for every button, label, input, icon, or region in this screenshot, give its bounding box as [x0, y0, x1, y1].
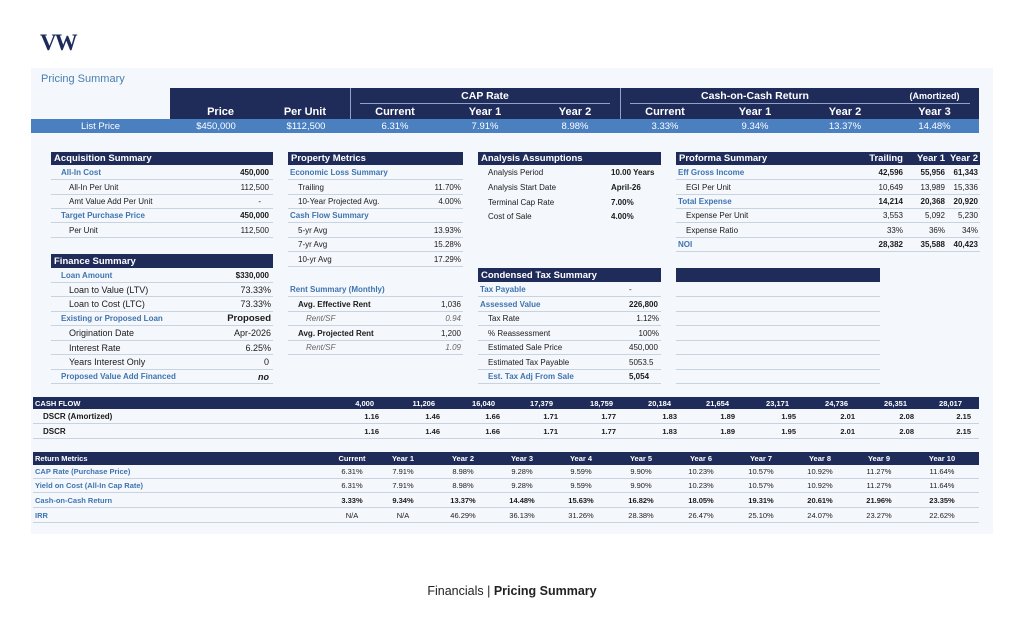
row-label: Cost of Sale — [488, 211, 532, 221]
col-header: Year 7 — [749, 454, 773, 463]
row-label: 5-yr Avg — [298, 225, 328, 235]
company-logo: VW — [40, 30, 76, 55]
row-value: 61,343 — [953, 167, 978, 177]
table-row — [676, 223, 980, 238]
table-row — [288, 195, 463, 209]
row-value: 22.62% — [929, 510, 955, 520]
row-value: 14.48% — [509, 495, 535, 505]
row-value: 7.91% — [392, 467, 414, 476]
row-value: 19.31% — [748, 495, 774, 505]
list-price-value: 8.98% — [561, 120, 589, 132]
row-value: 1,036 — [440, 299, 461, 309]
table-row — [478, 312, 661, 326]
analysis-assumptions — [478, 152, 661, 223]
row-value: 6.31% — [341, 481, 363, 490]
row-value: 1.09 — [445, 343, 461, 352]
col-header: Trailing — [869, 153, 903, 164]
row-label: Est. Tax Adj From Sale — [488, 372, 574, 381]
row-value: 450,000 — [629, 343, 658, 352]
row-value: 20,368 — [920, 197, 945, 206]
table-row — [676, 180, 980, 195]
row-value: Proposed — [227, 313, 271, 324]
blank-row — [676, 341, 880, 355]
row-value: 1.46 — [425, 426, 440, 436]
row-value: 9.59% — [570, 467, 592, 476]
table-row — [51, 355, 273, 370]
list-price-value: 7.91% — [471, 120, 499, 132]
row-value: 2.01 — [840, 411, 855, 421]
row-value: 7.00% — [611, 197, 634, 207]
table-row — [676, 209, 980, 223]
row-label: Loan to Value (LTV) — [69, 284, 149, 295]
row-label: Avg. Projected Rent — [298, 328, 374, 338]
row-value: 2.15 — [956, 411, 971, 421]
row-value: 1.71 — [543, 411, 558, 421]
row-label: Interest Rate — [69, 342, 121, 353]
row-value: 28.38% — [628, 510, 654, 520]
finance-summary — [51, 254, 273, 384]
table-row — [478, 195, 661, 209]
row-label: Analysis Period — [488, 168, 544, 177]
row-label: Cash Flow Summary — [290, 211, 369, 220]
analysis-assumptions-title: Analysis Assumptions — [478, 152, 661, 165]
row-value: 10.57% — [748, 467, 774, 476]
row-value: 1.89 — [720, 411, 735, 421]
row-label: 10-Year Projected Avg. — [298, 197, 380, 206]
table-row — [51, 209, 273, 223]
row-value: 10.23% — [688, 481, 714, 490]
row-value: 40,423 — [953, 240, 978, 249]
row-value: 4.00% — [438, 197, 461, 206]
col-header: Per Unit — [283, 105, 326, 118]
row-value: 100% — [638, 328, 659, 338]
row-label: % Reassessment — [488, 328, 551, 338]
row-label: Years Interest Only — [69, 357, 146, 367]
table-row — [51, 312, 273, 326]
row-label: Rent/SF — [306, 314, 336, 323]
row-label: 10-yr Avg — [298, 254, 332, 264]
row-label: All-In Cost — [61, 167, 101, 177]
row-value: 450,000 — [240, 211, 269, 220]
table-row — [288, 209, 463, 223]
row-value: 2.08 — [899, 426, 914, 436]
table-row — [33, 409, 979, 424]
table-row — [288, 238, 463, 252]
cash-flow-value: 28,017 — [939, 398, 962, 408]
row-value: 16.82% — [628, 495, 654, 505]
row-value: 46.29% — [450, 510, 476, 520]
table-row — [676, 165, 980, 180]
row-label: Amt Value Add Per Unit — [69, 197, 153, 206]
top-table-columns — [170, 104, 979, 119]
list-price-row — [31, 119, 979, 133]
row-value: 1.89 — [720, 426, 735, 436]
row-value: 1.16 — [364, 411, 379, 421]
row-label: Expense Ratio — [686, 225, 739, 235]
row-value: 10.23% — [688, 467, 714, 476]
cash-flow-value: 23,171 — [766, 398, 789, 408]
row-value: 23.35% — [929, 495, 955, 505]
row-label: Terminal Cap Rate — [488, 197, 555, 207]
row-label: Estimated Tax Payable — [488, 357, 570, 367]
row-label: 7-yr Avg — [298, 240, 328, 249]
row-value: 73.33% — [240, 284, 271, 295]
row-value: 20.61% — [807, 495, 833, 505]
row-label: Total Expense — [678, 197, 732, 206]
row-value: 6.31% — [341, 467, 363, 476]
row-value: 15.63% — [568, 495, 594, 505]
row-value: 4.00% — [611, 211, 634, 221]
col-header: Year 2 — [451, 454, 475, 463]
col-header: Current — [375, 105, 415, 118]
rent-summary — [288, 283, 463, 355]
table-row — [288, 180, 463, 195]
row-value: 1.95 — [781, 411, 796, 421]
col-header: Year 1 — [468, 105, 502, 118]
row-value: 55,956 — [920, 167, 945, 177]
table-row — [288, 297, 463, 312]
property-metrics-title: Property Metrics — [288, 152, 463, 165]
row-value: - — [629, 284, 632, 294]
table-row — [478, 282, 661, 297]
row-value: 11.64% — [929, 467, 955, 476]
table-row — [51, 341, 273, 355]
row-value: 10.92% — [807, 467, 833, 476]
blank-table — [676, 268, 880, 384]
row-value: 6.25% — [245, 342, 271, 353]
col-header: Year 6 — [689, 454, 713, 463]
row-value: N/A — [396, 510, 410, 520]
acquisition-summary-title: Acquisition Summary — [51, 152, 273, 165]
row-value: 23.27% — [866, 510, 892, 520]
list-price-value: 3.33% — [651, 120, 679, 132]
row-label: Tax Rate — [488, 314, 520, 323]
row-value: 5053.5 — [629, 357, 654, 367]
condensed-tax-summary — [478, 268, 661, 384]
cash-flow-value: 16,040 — [472, 398, 495, 408]
row-label: Proposed Value Add Financed — [61, 372, 176, 381]
row-value: 20,920 — [953, 197, 978, 206]
property-metrics — [288, 152, 463, 267]
row-value: 36% — [928, 225, 945, 235]
row-value: 28,382 — [878, 240, 903, 249]
row-value: 1.83 — [662, 411, 677, 421]
table-row — [51, 195, 273, 209]
row-value: 13,989 — [920, 182, 945, 192]
blank-row — [676, 370, 880, 384]
cash-flow-value: 17,379 — [530, 398, 553, 408]
row-label: Eff Gross Income — [678, 167, 745, 177]
col-header: Current — [338, 454, 366, 463]
row-value: 10.57% — [748, 481, 774, 490]
row-value: $330,000 — [235, 270, 269, 280]
row-value: 1.83 — [662, 426, 677, 436]
row-value: 73.33% — [240, 299, 271, 309]
row-value: 5,230 — [957, 211, 978, 220]
row-label: Economic Loss Summary — [290, 167, 388, 177]
row-value: 10,649 — [878, 182, 903, 192]
list-price-label: List Price — [80, 120, 121, 132]
list-price-value: 14.48% — [918, 120, 951, 132]
row-label: Loan to Cost (LTC) — [69, 299, 145, 309]
cash-flow-value: 26,351 — [884, 398, 907, 408]
col-header: Year 1 — [917, 153, 945, 164]
row-value: 1.95 — [781, 426, 796, 436]
row-label: DSCR — [43, 426, 66, 436]
row-value: 9.28% — [511, 481, 533, 490]
row-value: 9.90% — [630, 467, 652, 476]
row-label: Cash-on-Cash Return — [35, 495, 113, 505]
col-header: Year 5 — [629, 454, 653, 463]
list-price-value: 13.37% — [828, 120, 862, 132]
row-value: 9.59% — [570, 481, 592, 490]
row-value: no — [258, 371, 269, 382]
row-value: 0.94 — [445, 314, 461, 323]
return-metrics-table — [33, 452, 979, 523]
cash-flow-table — [33, 397, 979, 439]
blank-table-header — [676, 268, 880, 282]
row-value: 1.77 — [601, 411, 616, 421]
return-metrics-header — [33, 452, 979, 465]
acquisition-summary — [51, 152, 273, 238]
row-value: 5,092 — [924, 211, 945, 220]
row-value: 31.26% — [568, 510, 594, 520]
col-header: Year 3 — [510, 454, 534, 463]
row-value: 1.66 — [485, 411, 500, 421]
row-label: Expense Per Unit — [686, 211, 749, 220]
row-value: 2.01 — [840, 426, 855, 436]
col-header: Year 9 — [867, 454, 891, 463]
row-value: 1,200 — [440, 328, 461, 338]
table-row — [51, 297, 273, 312]
row-value: 0 — [263, 357, 269, 367]
table-row — [51, 283, 273, 297]
finance-summary-title: Finance Summary — [51, 254, 273, 268]
row-value: 9.90% — [630, 481, 652, 490]
cash-flow-value: 20,184 — [648, 398, 671, 408]
row-value: 11.64% — [929, 481, 955, 490]
row-value: 10.00 Years — [611, 168, 655, 177]
row-label: Assessed Value — [480, 299, 541, 309]
row-value: 2.08 — [899, 411, 914, 421]
row-value: 3,553 — [882, 211, 903, 220]
page-title: Pricing Summary — [41, 73, 125, 85]
row-value: 11.27% — [866, 467, 892, 476]
row-label: DSCR (Amortized) — [43, 411, 113, 421]
table-row — [478, 370, 661, 384]
row-value: 9.28% — [511, 467, 533, 476]
row-label: Target Purchase Price — [61, 211, 145, 220]
row-value: 8.98% — [452, 481, 474, 490]
row-label: Per Unit — [69, 225, 98, 235]
table-row — [51, 268, 273, 283]
row-value: 3.33% — [341, 495, 363, 505]
rent-summary-title — [288, 283, 463, 297]
table-row — [288, 223, 463, 238]
row-value: 1.66 — [485, 426, 500, 436]
table-row — [33, 424, 979, 439]
row-value: 1.16 — [364, 426, 379, 436]
row-label: Origination Date — [69, 328, 135, 338]
cash-flow-value: 24,736 — [825, 398, 848, 408]
table-row — [288, 252, 463, 267]
row-value: 8.98% — [452, 467, 474, 476]
row-label: Existing or Proposed Loan — [61, 314, 163, 323]
row-value: 11.27% — [866, 481, 892, 490]
col-header: Year 8 — [808, 454, 832, 463]
table-row — [478, 180, 661, 195]
list-price-value: $112,500 — [286, 120, 326, 132]
row-value: N/A — [345, 510, 359, 520]
row-value: 36.13% — [509, 510, 535, 520]
row-value: 226,800 — [629, 299, 658, 309]
row-value: 10.92% — [807, 481, 833, 490]
row-value: 2.15 — [956, 426, 971, 436]
row-value: 14,214 — [878, 197, 903, 206]
table-row — [676, 238, 980, 252]
row-label: Tax Payable — [480, 284, 526, 294]
row-value: 9.34% — [392, 495, 414, 505]
row-value: 1.12% — [636, 314, 659, 323]
row-label: IRR — [35, 510, 48, 520]
row-value: 112,500 — [240, 225, 269, 235]
cash-flow-value: 4,000 — [355, 398, 374, 408]
cash-flow-value: 11,206 — [412, 398, 435, 408]
list-price-value: 6.31% — [381, 120, 409, 132]
blank-row — [676, 355, 880, 370]
table-row — [478, 341, 661, 355]
cap-rate-group-label: CAP Rate — [461, 90, 509, 102]
tax-summary-title: Condensed Tax Summary — [478, 268, 661, 282]
table-row — [478, 297, 661, 312]
col-header: Year 4 — [569, 454, 593, 463]
row-value: 112,500 — [240, 182, 269, 192]
row-value: 1.71 — [543, 426, 558, 436]
table-row — [288, 341, 463, 355]
col-header: Price — [207, 105, 234, 118]
col-header: Year 1 — [738, 105, 772, 118]
row-label: Analysis Start Date — [488, 183, 557, 192]
row-label: All-In Per Unit — [69, 182, 119, 192]
row-label: Yield on Cost (All-In Cap Rate) — [35, 481, 144, 490]
return-metrics-label: Return Metrics — [35, 454, 88, 463]
rent-summary-label: Rent Summary (Monthly) — [290, 285, 385, 294]
col-header: Year 3 — [918, 105, 951, 118]
row-value: Apr-2026 — [233, 328, 271, 338]
col-header: Year 2 — [558, 105, 592, 118]
list-price-value: 9.34% — [741, 120, 769, 132]
row-value: 15.28% — [433, 240, 461, 249]
row-value: 25.10% — [748, 510, 774, 520]
table-row — [51, 180, 273, 195]
row-value: 42,596 — [878, 167, 903, 177]
row-label: Estimated Sale Price — [488, 343, 563, 352]
table-row — [51, 165, 273, 180]
table-row — [478, 326, 661, 341]
proforma-header — [676, 152, 980, 165]
row-value: 24.07% — [807, 510, 833, 520]
table-row — [51, 370, 273, 384]
row-label: Rent/SF — [306, 343, 336, 352]
row-label: Avg. Effective Rent — [298, 299, 371, 309]
table-row — [676, 195, 980, 209]
row-value: 1.46 — [425, 411, 440, 421]
col-header: Year 2 — [950, 153, 978, 164]
blank-row — [676, 282, 880, 297]
row-label: EGI Per Unit — [686, 182, 731, 192]
row-value: 17.29% — [433, 254, 461, 264]
amortized-label: (Amortized) — [909, 91, 960, 101]
row-value: 11.70% — [434, 182, 461, 192]
row-value: 15,336 — [953, 182, 978, 192]
table-row — [51, 223, 273, 238]
proforma-summary-title: Proforma Summary — [679, 153, 768, 164]
proforma-summary — [676, 152, 980, 252]
col-header: Year 2 — [828, 105, 862, 118]
row-label: Trailing — [298, 182, 324, 192]
list-price-value: $450,000 — [196, 120, 236, 132]
blank-row — [676, 326, 880, 341]
coc-group-label: Cash-on-Cash Return — [701, 90, 809, 102]
cash-flow-label: CASH FLOW — [35, 398, 81, 408]
row-value: 18.05% — [688, 495, 714, 505]
col-header: Year 10 — [928, 454, 956, 463]
row-value: 450,000 — [240, 167, 269, 177]
row-value: - — [258, 197, 261, 206]
blank-row — [676, 312, 880, 326]
table-row — [478, 165, 661, 180]
row-value: 26.47% — [688, 510, 714, 520]
cash-flow-value: 18,759 — [590, 398, 613, 408]
row-value: 33% — [886, 225, 903, 235]
table-row — [33, 508, 979, 523]
row-value: 5,054 — [629, 372, 650, 381]
cash-flow-value: 21,654 — [706, 398, 729, 408]
row-label: CAP Rate (Purchase Price) — [35, 467, 131, 476]
row-value: 34% — [961, 225, 978, 235]
row-label: Loan Amount — [61, 270, 113, 280]
footer-prefix: Financials | — [427, 584, 494, 598]
table-row — [478, 355, 661, 370]
footer-title: Pricing Summary — [493, 584, 597, 598]
row-value: 7.91% — [392, 481, 414, 490]
row-value: 13.37% — [450, 495, 476, 505]
blank-row — [676, 297, 880, 312]
footer-caption — [0, 584, 1024, 598]
table-row — [33, 465, 979, 479]
table-row — [51, 326, 273, 341]
table-row — [478, 209, 661, 223]
table-row — [288, 165, 463, 180]
row-value: 35,588 — [920, 240, 945, 249]
table-row — [33, 479, 979, 493]
cash-flow-header — [33, 397, 979, 409]
col-header: Current — [645, 105, 685, 118]
row-value: April-26 — [611, 183, 641, 192]
table-row — [288, 312, 463, 326]
col-header: Year 1 — [391, 454, 415, 463]
table-row — [33, 493, 979, 508]
row-value: 1.77 — [601, 426, 616, 436]
row-label: NOI — [678, 240, 693, 249]
row-value: 21.96% — [866, 495, 892, 505]
table-row — [288, 326, 463, 341]
row-value: 13.93% — [433, 225, 461, 235]
